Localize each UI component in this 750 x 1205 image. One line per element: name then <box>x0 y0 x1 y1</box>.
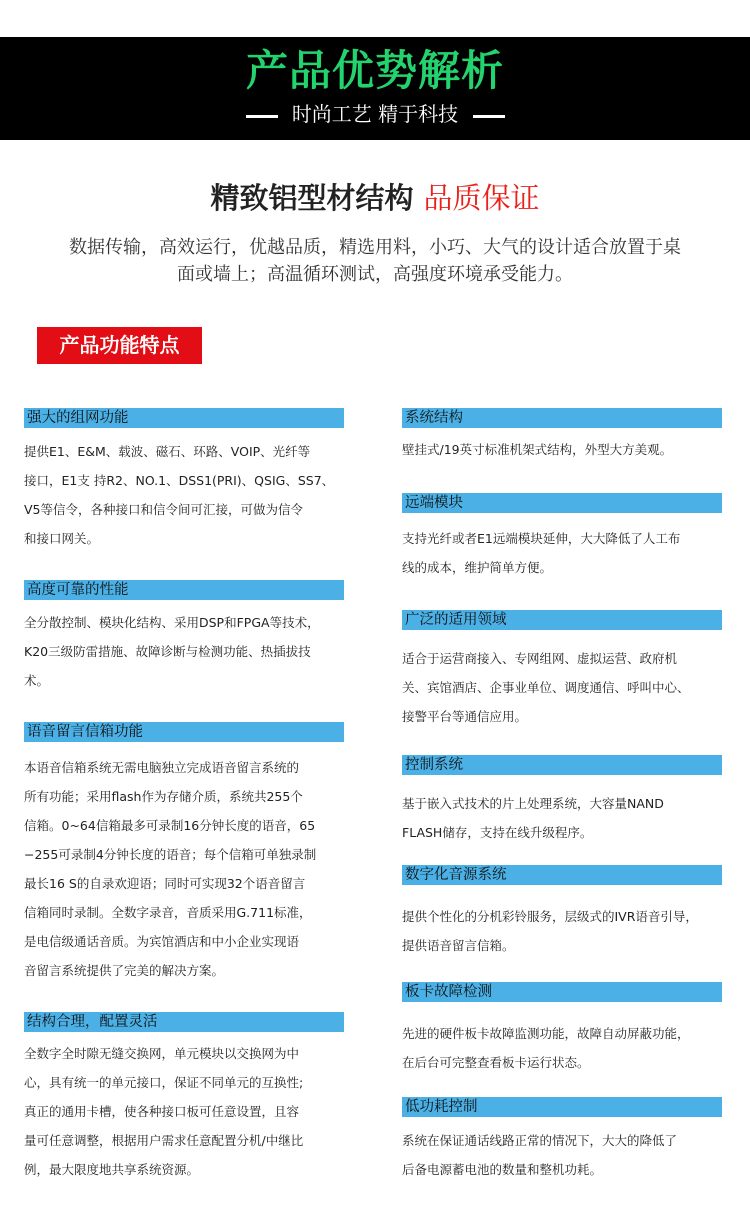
body-line: −255可录制4分钟长度的语音；每个信箱可单独录制 <box>24 847 317 862</box>
body-line: 先进的硬件板卡故障监测功能，故障自动屏蔽功能， <box>402 1026 690 1041</box>
body-line: 心，具有统一的单元接口，保证不同单元的互换性; <box>24 1075 304 1090</box>
banner-title: 产品优势解析 <box>245 46 504 95</box>
section-body <box>24 438 334 554</box>
body-line: 适合于运营商接入、专网组网、虚拟运营、政府机 <box>402 651 678 666</box>
body-line: 接口，E1支 持R2、NO.1、DSS1(PRI)、QSIG、SS7、 <box>24 473 335 488</box>
section-body <box>402 1127 677 1185</box>
body-line: V5等信令，各种接口和信令间可汇接，可做为信令 <box>24 502 304 517</box>
body-line: 系统在保证通话线路正常的情况下，大大的降低了 <box>402 1133 678 1148</box>
banner-divider-right <box>473 115 505 118</box>
body-line: 所有功能；采用flash作为存储介质，系统共255个 <box>24 789 303 804</box>
body-line: 后备电源蓄电池的数量和整机功耗。 <box>402 1162 603 1177</box>
body-line: 接警平台等通信应用。 <box>402 709 528 724</box>
section-title: 语音留言信箱功能 <box>24 722 344 742</box>
body-line: 基于嵌入式技术的片上处理系统，大容量NAND <box>402 796 664 811</box>
body-line: 量可任意调整，根据用户需求任意配置分机/中继比 <box>24 1133 304 1148</box>
header-banner <box>0 37 750 140</box>
body-line: 提供个性化的分机彩铃服务，层级式的IVR语音引导， <box>402 909 698 924</box>
body-line: 信箱。0~64信箱最多可录制16分钟长度的语音，65 <box>24 818 316 833</box>
intro-line: 面或墙上；高温循环测试，高强度环境承受能力。 <box>177 264 573 285</box>
body-line: 是电信级通话音质。为宾馆酒店和中小企业实现语 <box>24 934 300 949</box>
body-line: 信箱同时录制。全数字录音，音质采用G.711标准， <box>24 905 312 920</box>
body-line: FLASH储存，支持在线升级程序。 <box>402 825 593 840</box>
body-line: 最长16 S的自录欢迎语；同时可实现32个语音留言 <box>24 876 306 891</box>
body-line: 音留言系统提供了完美的解决方案。 <box>24 963 225 978</box>
section-body <box>24 1040 303 1185</box>
section-title: 低功耗控制 <box>402 1097 722 1117</box>
body-line: 全分散控制、模块化结构、采用DSP和FPGA等技术， <box>24 615 320 630</box>
section-title: 系统结构 <box>402 408 722 428</box>
body-line: 支持光纤或者E1远端模块延伸，大大降低了人工布 <box>402 531 681 546</box>
section-body <box>402 903 698 961</box>
section-title: 高度可靠的性能 <box>24 580 344 600</box>
section-body <box>402 525 680 583</box>
body-line: 壁挂式/19英寸标准机架式结构，外型大方美观。 <box>402 442 673 457</box>
headline <box>0 176 750 220</box>
headline-main: 精致铝型材结构 <box>210 181 424 215</box>
body-line: 在后台可完整查看板卡运行状态。 <box>402 1055 590 1070</box>
section-title: 数字化音源系统 <box>402 865 722 885</box>
body-line: K20三级防雷措施、故障诊断与检测功能、热插拔技 <box>24 644 311 659</box>
section-title: 板卡故障检测 <box>402 982 722 1002</box>
section-body <box>402 790 664 848</box>
section-body <box>24 609 320 696</box>
section-title: 广泛的适用领域 <box>402 610 722 630</box>
headline-accent: 品质保证 <box>423 181 540 215</box>
section-title: 强大的组网功能 <box>24 408 344 428</box>
body-line: 例，最大限度地共享系统资源。 <box>24 1162 200 1177</box>
body-line: 术。 <box>24 673 50 688</box>
intro-line: 数据传输，高效运行，优越品质，精选用料，小巧、大气的设计适合放置于桌 <box>69 237 681 258</box>
body-line: 提供E1、E&M、载波、磁石、环路、VOIP、光纤等 <box>24 444 311 459</box>
body-line: 关、宾馆酒店、企事业单位、调度通信、呼叫中心、 <box>402 680 690 695</box>
body-line: 真正的通用卡槽，使各种接口板可任意设置，且容 <box>24 1104 300 1119</box>
banner-subtitle: 时尚工艺 精于科技 <box>291 102 459 126</box>
intro-paragraph <box>40 234 710 288</box>
section-body <box>402 436 672 465</box>
body-line: 提供语音留言信箱。 <box>402 938 515 953</box>
section-title: 远端模块 <box>402 493 722 513</box>
section-body <box>402 645 690 732</box>
body-line: 全数字全时隙无缝交换网，单元模块以交换网为中 <box>24 1046 300 1061</box>
section-body <box>402 1020 690 1078</box>
section-body <box>24 754 316 986</box>
body-line: 线的成本，维护简单方便。 <box>402 560 553 575</box>
section-title: 控制系统 <box>402 755 722 775</box>
body-line: 本语音信箱系统无需电脑独立完成语音留言系统的 <box>24 760 300 775</box>
feature-badge: 产品功能特点 <box>37 327 202 364</box>
section-title: 结构合理，配置灵活 <box>24 1012 344 1032</box>
body-line: 和接口网关。 <box>24 531 100 546</box>
